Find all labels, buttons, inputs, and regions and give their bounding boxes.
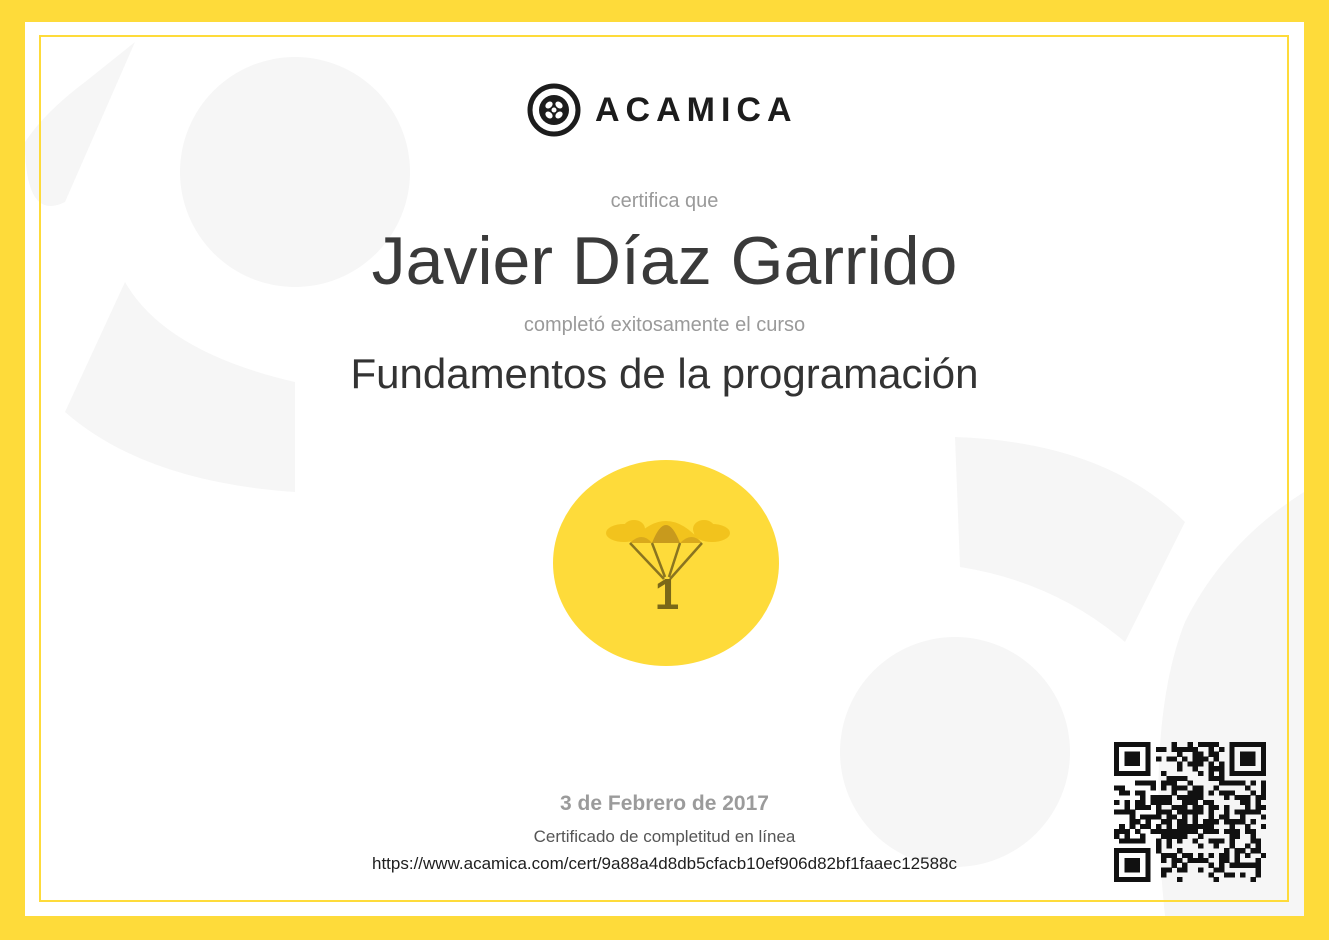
verify-url[interactable]: https://www.acamica.com/cert/9a88a4d8db5cfacb10ef906d82bf1faaec12588c: [371, 854, 957, 873]
recipient-name: Javier Díaz Garrido: [371, 223, 958, 299]
qr-finder-pattern: [1232, 744, 1263, 773]
brand-wordmark: ACAMICA: [595, 90, 798, 129]
online-certificate-label: Certificado de completitud en línea: [533, 827, 796, 846]
certificate-sheet: [25, 22, 1304, 916]
qr-code-icon: [1114, 742, 1266, 882]
acamica-logo: [527, 82, 798, 138]
course-title: Fundamentos de la programación: [350, 350, 979, 397]
badge-circle: [553, 460, 779, 666]
badge-level: 1: [654, 570, 680, 619]
qr-finder-pattern: [1117, 851, 1148, 880]
issue-date: 3 de Febrero de 2017: [560, 792, 769, 815]
completed-label: completó exitosamente el curso: [523, 314, 806, 336]
qr-finder-pattern: [1117, 744, 1148, 773]
acamica-logo-icon: [527, 83, 581, 137]
course-badge: [552, 459, 780, 667]
certifies-label: certifica que: [610, 190, 719, 212]
